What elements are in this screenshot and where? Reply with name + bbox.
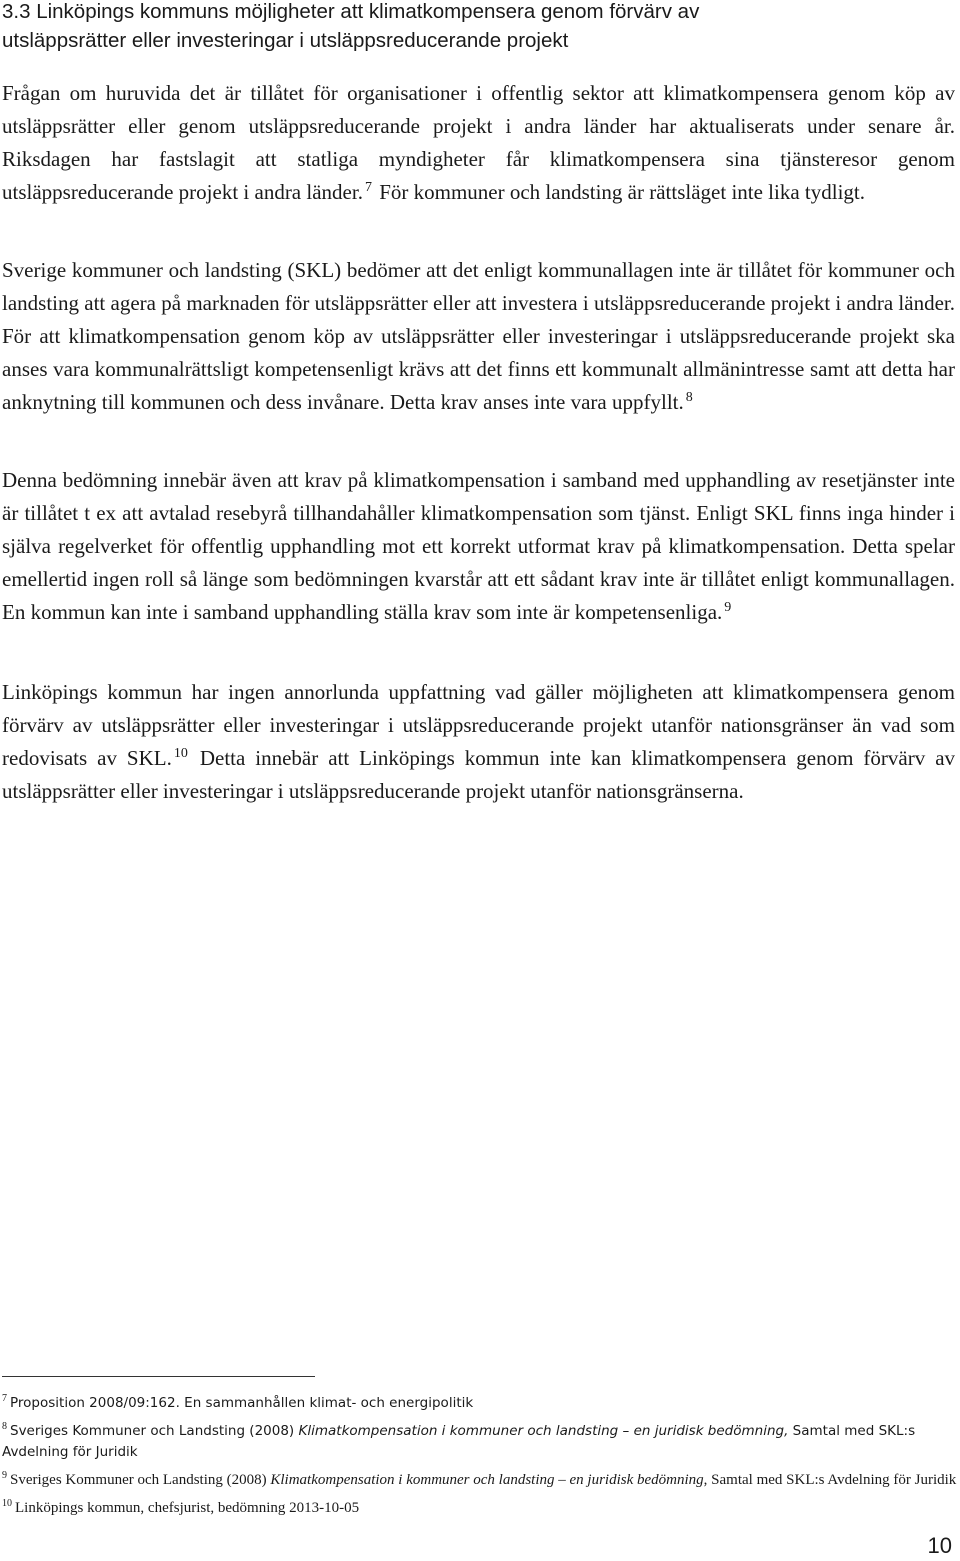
- paragraph-1-tail: För kommuner och landsting är rättsläget inte lika tydligt.: [379, 180, 866, 204]
- footnote-ref-10[interactable]: 10: [173, 746, 188, 761]
- section-heading: [2, 0, 952, 55]
- footnote-ref-7[interactable]: 7: [364, 180, 372, 195]
- footnote-10: $^{10}$ Linköpings kommun, chefsjurist, bedömning 2013-10-05: [2, 1498, 360, 1516]
- paragraph-3-text: Denna bedömning innebär även att krav på klimatkompensation i samband med upphandling av resetjänster inte är tillåtet t ex att avtalad resebyrå tillhandahåller klimatkompensation som tjänst. Enligt SKL finns inga hinder i själva regelverket för offentlig upphandling mot ett korrekt utformat krav på klimatkompensation. Detta spelar emellertid ingen roll så länge som bedömningen kvarstår att ett sådant krav inte är tillåtet enligt kommunallagen. En kommun kan inte i samband upphandling ställa krav som inte är kompetensenliga.: [2, 468, 955, 624]
- footnotes: [2, 1388, 957, 1521]
- page-number: 10: [927, 1533, 952, 1558]
- footnote-8: $^8$ Sveriges Kommuner och Landsting (2008) Klimatkompensation i kommuner och landsting – en juridisk bedömning, Samtal med SKL:s Avdelning för Juridik: [2, 1421, 916, 1460]
- footnote-ref-8[interactable]: 8: [685, 390, 693, 405]
- footnote-separator: [2, 1376, 315, 1377]
- footnote-7: $^7$ Proposition 2008/09:162. En sammanhållen klimat- och energipolitik: [2, 1393, 474, 1411]
- footnote-ref-9[interactable]: 9: [724, 600, 732, 615]
- paragraph-2-text: Sverige kommuner och landsting (SKL) bedömer att det enligt kommunallagen inte är tillåtet för kommuner och landsting att agera på marknaden för utsläppsrätter eller att investera i utsläppsreducerande projekt i andra länder. För att klimatkompensation genom köp av utsläppsrätter eller investeringar i utsläppsreducerande projekt ska anses vara kommunalrättsligt kompetensenligt krävs att det finns ett kommunalt allmänintresse samt att detta har anknytning till kommunen och dess invånare. Detta krav anses inte vara uppfyllt.: [2, 258, 955, 414]
- paragraph-4: [2, 676, 955, 808]
- section-heading-line-2: utsläppsrätter eller investeringar i utsläppsreducerande projekt: [2, 29, 569, 52]
- paragraph-1-text: Frågan om huruvida det är tillåtet för organisationer i offentlig sektor att klimatkompensera genom köp av utsläppsrätter eller genom utsläppsreducerande projekt i andra länder har aktualiserats under senare år. Riksdagen har fastslagit att statliga myndigheter får klimatkompensera sina tjänsteresor genom utsläppsreducerande projekt i andra länder.: [2, 81, 955, 204]
- section-heading-line-1: 3.3 Linköpings kommuns möjligheter att klimatkompensera genom förvärv av: [2, 0, 700, 23]
- paragraph-3: [2, 464, 955, 629]
- footnote-9: $^9$ Sveriges Kommuner och Landsting (2008) Klimatkompensation i kommuner och landsting – en juridisk bedömning, Samtal med SKL:s Avdelning för Juridik: [2, 1470, 957, 1488]
- paragraph-1: [2, 77, 955, 209]
- paragraph-4-tail: Detta innebär att Linköpings kommun inte kan klimatkompensera genom förvärv av utsläppsrätter eller investeringar i utsläppsreducerande projekt utanför nationsgränserna.: [2, 746, 956, 803]
- paragraph-2: [2, 254, 955, 419]
- paragraph-4-text: Linköpings kommun har ingen annorlunda uppfattning vad gäller möjligheten att klimatkompensera genom förvärv av utsläppsrätter eller investeringar i utsläppsreducerande projekt utanför nationsgränser än vad som redovisats av SKL.: [2, 680, 955, 770]
